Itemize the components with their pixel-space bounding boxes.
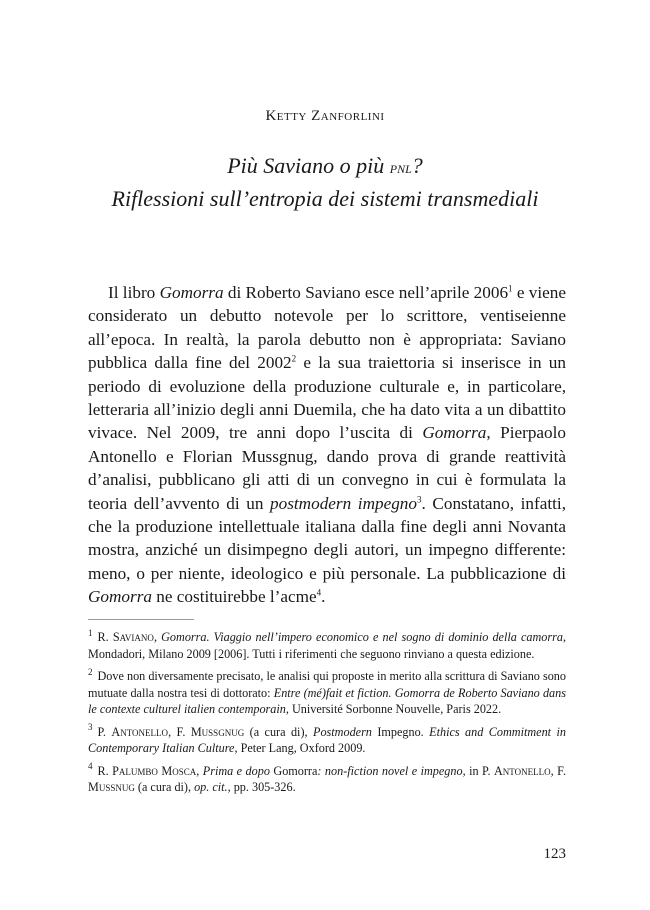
footnote-1: $^1$ R. Saviano, Gomorra. Viaggio nell’impero economico e nel sogno di dominio della camorra, Mondadori, Milano 2009 [2006]. Tutti i riferimenti che seguono rinviano a questa edizione. <box>88 627 566 661</box>
footnote-separator <box>88 619 194 620</box>
footnotes <box>88 629 566 802</box>
footnote-ref-4[interactable]: 4 <box>316 587 322 598</box>
body-paragraph: Il libro Gomorra di Roberto Saviano esce nell’aprile 2006$^1$ e viene considerato un debutto notevole per lo scrittore, ventiseienne all’epoca. In realtà, la parola debutto non è appropriata: Saviano pubblica dalla fine del 2002$^2$ e la sua traiettoria si inserisce in un periodo di evoluzione della produzione culturale e, in particolare, letteraria all’inizio degli anni Duemila, che ha dato vita a un dibattito vivace. Nel 2009, tre anni dopo l’uscita di Gomorra, Pierpaolo Antonello e Florian Mussgnug, dando prova di grande reattività d’analisi, pubblicano gli atti di un convegno in cui è formulata la teoria dell’avvento di un postmodern impegno$^3$. Constatano, infatti, che la produzione intellettuale italiana dalla fine degli anni Novanta mostra, anziché un disimpegno degli autori, un impegno differente: meno, o per niente, ideologico e più personale. La pubblicazione di Gomorra ne costituirebbe l’acme$^4$. <box>88 283 567 607</box>
title-line-1: Più Saviano o più pnl? <box>227 153 423 178</box>
footnote-4: $^4$ R. Palumbo Mosca, Prima e dopo Gomorra: non-fiction novel e impegno, in P. Antonello, F. Mussnug (a cura di), op. cit., pp. 305-326. <box>88 761 566 794</box>
page-number: 123 <box>543 846 566 862</box>
footnote-ref-2[interactable]: 2 <box>291 353 297 364</box>
footnote-ref-1[interactable]: 1 <box>508 283 513 294</box>
footnote-3: $^3$ P. Antonello, F. Mussgnug (a cura di), Postmodern Impegno. Ethics and Commitment in Contemporary Italian Culture, Peter Lang, Oxford 2009. <box>88 722 566 755</box>
article-title <box>0 150 650 214</box>
title-line-2: Riflessioni sull’entropia dei sistemi transmediali <box>111 186 539 211</box>
author-name: Ketty Zanforlini <box>265 108 385 124</box>
footnote-ref-3[interactable]: 3 <box>417 493 422 504</box>
footnote-2: $^2$ Dove non diversamente precisato, le analisi qui proposte in merito alla scrittura di Saviano sono mutuate dalla nostra tesi di dottorato: Entre (mé)fait et fiction. Gomorra de Roberto Saviano dans le contexte culturel italien contemporain, Université Sorbonne Nouvelle, Paris 2022. <box>88 666 566 716</box>
